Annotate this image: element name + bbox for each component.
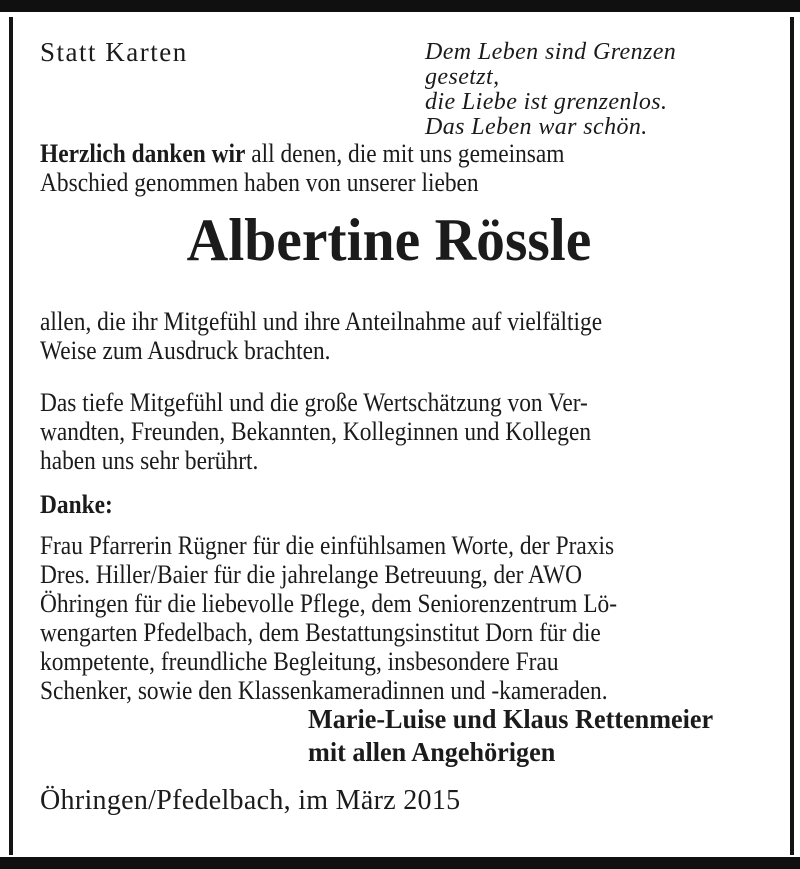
signature-line-2: mit allen Angehörigen <box>308 737 556 767</box>
acknowledgements-line-2: Dres. Hiller/Baier für die jahrelange Betreuung, der AWO <box>40 560 582 589</box>
acknowledgements-line-6: Schenker, sowie den Klassenkameradinnen und -kameraden. <box>40 676 608 705</box>
deceased-name: Albertine Rössle <box>186 207 592 273</box>
signature-block <box>308 703 713 769</box>
epigraph-line-2: die Liebe ist grenzenlos. <box>425 89 668 115</box>
sympathy-line-3: haben uns sehr berührt. <box>40 446 259 475</box>
left-border-rule <box>9 17 13 855</box>
intro-rest-phrase: all denen, die mit uns gemeinsam <box>245 139 565 168</box>
epigraph-line-3: Das Leben war schön. <box>425 114 648 140</box>
acknowledgements-line-4: wengarten Pfedelbach, dem Bestattungsinstitut Dorn für die <box>40 618 601 647</box>
intro-line-2: Abschied genommen haben von unserer lieben <box>40 168 479 197</box>
notice-content <box>40 0 738 869</box>
intro-paragraph <box>40 139 564 197</box>
place-date-line: Öhringen/Pfedelbach, im März 2015 <box>40 785 461 816</box>
intro-bold-phrase: Herzlich danken wir <box>40 139 246 168</box>
statt-karten-label: Statt Karten <box>40 37 188 67</box>
signature-line-1: Marie-Luise und Klaus Rettenmeier <box>308 704 714 734</box>
sympathy-line-1: Das tiefe Mitgefühl und die große Wertschätzung von Ver- <box>40 388 588 417</box>
acknowledgements-paragraph <box>40 531 617 705</box>
thanks-line-1: allen, die ihr Mitgefühl und ihre Anteilnahme auf vielfältige <box>40 307 603 336</box>
sympathy-paragraph <box>40 388 591 475</box>
acknowledgements-line-5: kompetente, freundliche Begleitung, insbesondere Frau <box>40 647 559 676</box>
acknowledgements-line-3: Öhringen für die liebevolle Pflege, dem Seniorenzentrum Lö- <box>40 589 618 618</box>
epigraph-verse <box>425 40 738 140</box>
thanks-line-2: Weise zum Ausdruck brachten. <box>40 336 331 365</box>
danke-heading: Danke: <box>40 490 113 519</box>
right-border-rule <box>790 17 794 855</box>
epigraph-line-1: Dem Leben sind Grenzen gesetzt, <box>425 39 677 90</box>
thanks-paragraph <box>40 307 602 365</box>
sympathy-line-2: wandten, Freunden, Bekannten, Kolleginnen und Kollegen <box>40 417 592 446</box>
intro-line-1 <box>40 139 564 168</box>
acknowledgements-line-1: Frau Pfarrerin Rügner für die einfühlsamen Worte, der Praxis <box>40 531 615 560</box>
